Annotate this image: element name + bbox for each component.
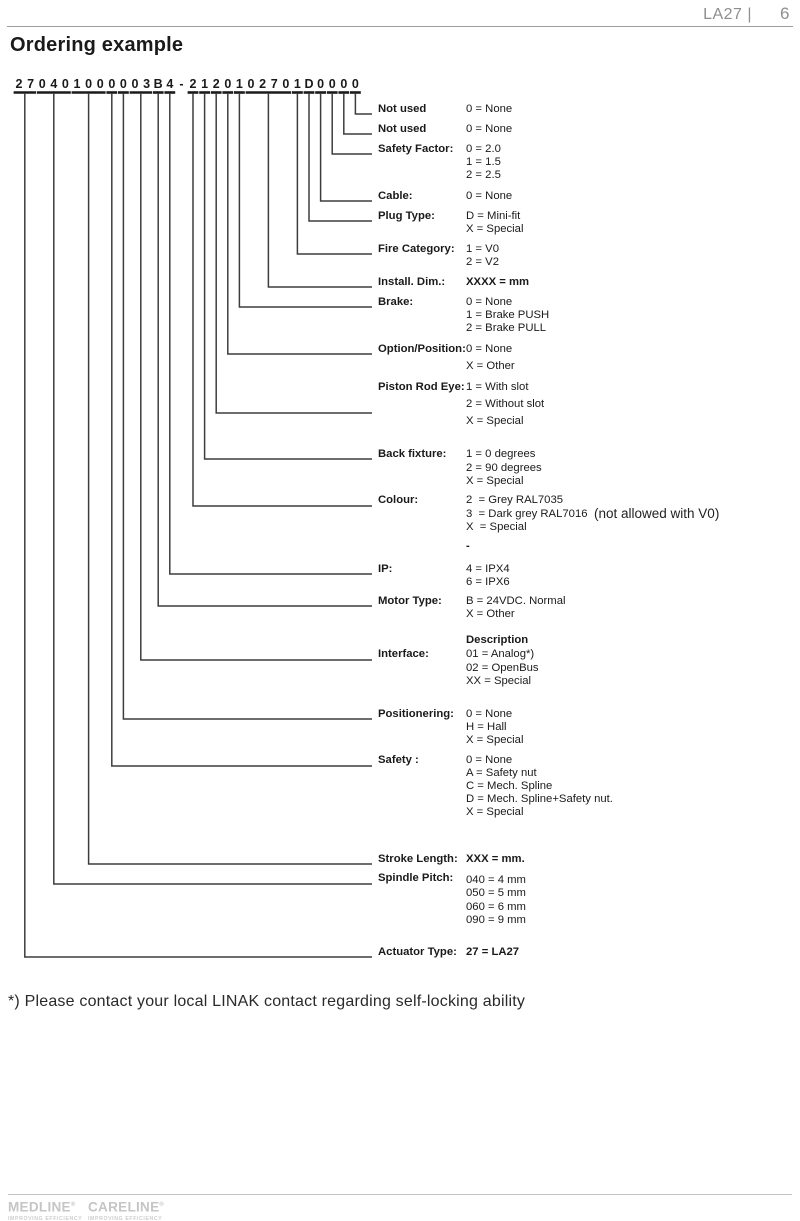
code-char: 0 (340, 77, 348, 91)
code-char: 0 (108, 77, 116, 91)
field-value-back_fixture: 1 = 0 degrees (466, 448, 536, 460)
field-value-colour: X = Special (466, 521, 527, 533)
code-char: 4 (50, 77, 58, 91)
registered-mark-icon: ® (70, 1202, 76, 1208)
code-char: 0 (328, 77, 336, 91)
field-label-back_fixture: Back fixture: (378, 448, 447, 460)
code-char: 0 (38, 77, 46, 91)
field-value-back_fixture: 2 = 90 degrees (466, 461, 542, 474)
field-value-option_position: X = Other (466, 360, 515, 372)
footer-divider (8, 1194, 792, 1195)
field-label-safety: Safety : (378, 754, 419, 766)
field-value-piston_rod_eye: X = Special (466, 415, 524, 427)
code-char: 3 (143, 77, 151, 91)
code-char: - (179, 77, 184, 91)
code-char: 7 (27, 77, 35, 91)
field-note-colour: (not allowed with V0) (594, 505, 720, 521)
field-label-not_used_1: Not used (378, 103, 427, 115)
field-label-fire_category: Fire Category: (378, 243, 455, 255)
field-value-option_position: 0 = None (466, 343, 513, 355)
code-char: 0 (351, 77, 359, 91)
field-value-not_used_1: 0 = None (466, 103, 513, 115)
doc-ref: LA27 | (703, 6, 753, 23)
field-value-fire_category: 2 = V2 (466, 256, 499, 268)
value-separator-dash: - (466, 540, 470, 552)
field-value-cable: 0 = None (466, 190, 513, 202)
field-value-ip: 4 = IPX4 (466, 563, 510, 575)
field-label-motor_type: Motor Type: (378, 595, 442, 607)
code-char: 2 (212, 77, 220, 91)
field-value-ip: 6 = IPX6 (466, 576, 510, 588)
field-value-interface: 01 = Analog*) (466, 648, 535, 660)
field-value-positionering: X = Special (466, 734, 524, 746)
field-label-brake: Brake: (378, 296, 414, 308)
field-label-interface: Interface: (378, 648, 429, 660)
field-value-safety_factor: 0 = 2.0 (466, 143, 501, 155)
code-char: 0 (317, 77, 325, 91)
code-char: B (153, 77, 163, 91)
field-value-plug_type: D = Mini-fit (466, 210, 521, 222)
field-label-plug_type: Plug Type: (378, 210, 435, 222)
field-value-safety: A = Safety nut (466, 767, 537, 779)
field-label-actuator_type: Actuator Type: (378, 946, 457, 958)
field-value-plug_type: X = Special (466, 223, 524, 235)
footnote: *) Please contact your local LINAK contact regarding self-locking ability (8, 993, 526, 1010)
field-label-piston_rod_eye: Piston Rod Eye: (378, 381, 465, 393)
code-char: 0 (247, 77, 255, 91)
code-char: 1 (201, 77, 209, 91)
code-char: 0 (96, 77, 104, 91)
logo-careline-tagline: IMPROVING EFFICIENCY (88, 1215, 163, 1221)
field-column-header-interface: Description (466, 634, 529, 646)
code-char: 0 (224, 77, 232, 91)
field-value-install_dim: XXXX = mm (466, 276, 530, 288)
field-value-colour: 2 = Grey RAL7035 (466, 494, 564, 506)
code-char: 0 (85, 77, 93, 91)
field-value-brake: 1 = Brake PUSH (466, 309, 550, 321)
field-value-motor_type: B = 24VDC. Normal (466, 595, 566, 607)
code-char: 2 (259, 77, 267, 91)
field-value-spindle_pitch: 060 = 6 mm (466, 900, 526, 913)
field-value-safety: 0 = None (466, 754, 513, 766)
field-label-safety_factor: Safety Factor: (378, 143, 454, 155)
code-char: 1 (73, 77, 81, 91)
field-value-spindle_pitch: 040 = 4 mm (466, 874, 526, 886)
field-label-spindle_pitch: Spindle Pitch: (378, 872, 454, 884)
field-label-positionering: Positionering: (378, 708, 454, 720)
field-value-positionering: 0 = None (466, 708, 513, 720)
field-value-brake: 2 = Brake PULL (466, 322, 547, 334)
field-label-stroke_length: Stroke Length: (378, 853, 458, 865)
code-char: D (304, 77, 314, 91)
field-value-spindle_pitch: 090 = 9 mm (466, 913, 526, 926)
code-char: 4 (166, 77, 174, 91)
field-label-colour: Colour: (378, 494, 419, 506)
field-value-piston_rod_eye: 2 = Without slot (466, 398, 545, 410)
field-value-spindle_pitch: 050 = 5 mm (466, 887, 526, 900)
code-char: 1 (293, 77, 301, 91)
field-value-fire_category: 1 = V0 (466, 243, 499, 255)
field-value-actuator_type: 27 = LA27 (466, 946, 520, 958)
field-value-safety: C = Mech. Spline (466, 780, 553, 792)
field-value-not_used_2: 0 = None (466, 123, 513, 135)
field-value-colour: 3 = Dark grey RAL7016 (466, 507, 588, 520)
field-value-stroke_length: XXX = mm. (466, 853, 525, 865)
field-value-interface: XX = Special (466, 675, 531, 687)
code-char: 2 (189, 77, 197, 91)
field-value-piston_rod_eye: 1 = With slot (466, 381, 529, 393)
page-number: 6 (780, 4, 790, 23)
logo-careline-name: CARELINE® (88, 1199, 165, 1215)
code-char: 2 (15, 77, 23, 91)
code-char: 0 (131, 77, 139, 91)
field-value-motor_type: X = Other (466, 608, 515, 620)
field-value-safety: X = Special (466, 806, 524, 818)
field-value-safety_factor: 1 = 1.5 (466, 156, 501, 168)
code-char: 0 (119, 77, 127, 91)
field-label-option_position: Option/Position: (378, 343, 466, 355)
page-title: Ordering example (10, 34, 184, 56)
code-char: 0 (61, 77, 69, 91)
code-char: 1 (235, 77, 243, 91)
field-value-interface: 02 = OpenBus (466, 661, 539, 674)
code-char: 7 (270, 77, 278, 91)
field-label-not_used_2: Not used (378, 123, 427, 135)
registered-mark-icon: ® (159, 1202, 165, 1208)
field-value-positionering: H = Hall (466, 721, 507, 733)
field-label-install_dim: Install. Dim.: (378, 276, 446, 288)
code-char: 0 (282, 77, 290, 91)
field-label-ip: IP: (378, 563, 393, 575)
field-value-safety: D = Mech. Spline+Safety nut. (466, 793, 613, 805)
field-value-back_fixture: X = Special (466, 475, 524, 487)
field-value-brake: 0 = None (466, 296, 513, 308)
logo-medline (8, 1198, 82, 1221)
logo-careline (88, 1198, 164, 1221)
field-label-cable: Cable: (378, 190, 413, 202)
logo-medline-tagline: IMPROVING EFFICIENCY (8, 1215, 83, 1221)
field-value-safety_factor: 2 = 2.5 (466, 169, 501, 181)
logo-medline-name: MEDLINE® (8, 1199, 76, 1215)
